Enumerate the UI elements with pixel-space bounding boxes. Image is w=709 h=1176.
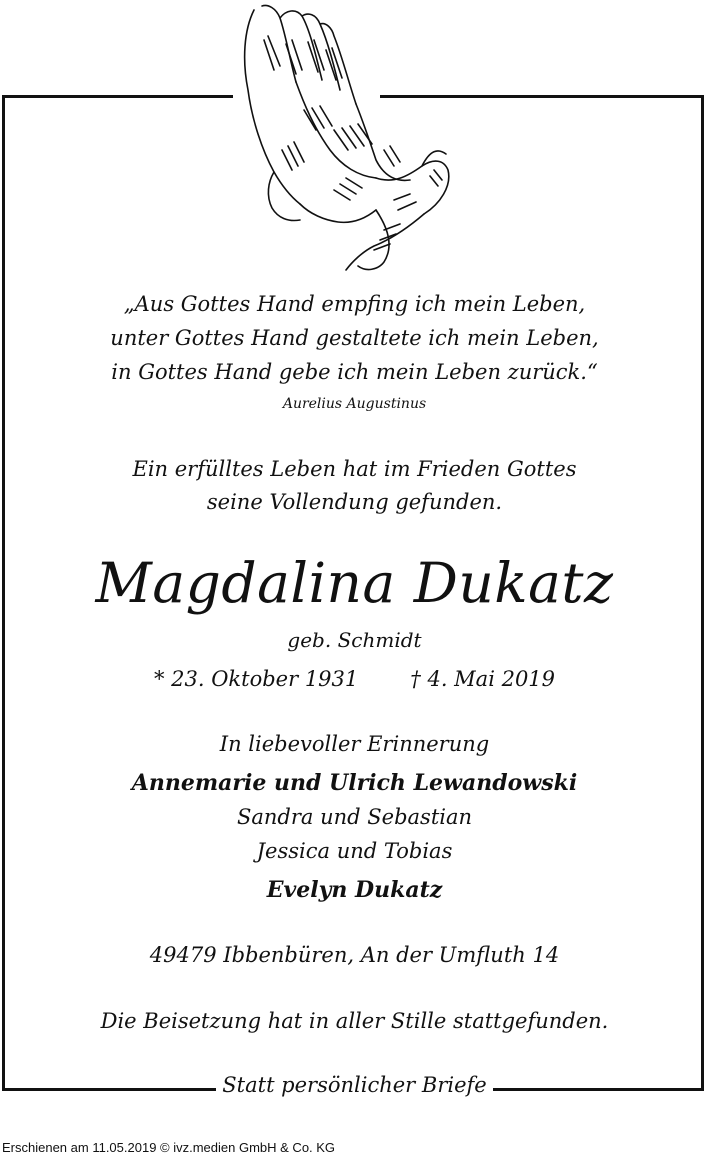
burial-note: Die Beisetzung hat in aller Stille stattgefunden. — [100, 1009, 609, 1033]
death-date: † 4. Mai 2019 — [410, 667, 556, 691]
maiden-name: geb. Schmidt — [287, 628, 422, 652]
mourner-family-2: Sandra und Sebastian — [236, 805, 473, 829]
praying-hands-icon — [234, 0, 464, 275]
quote-line-2: unter Gottes Hand gestaltete ich mein Leben, — [110, 326, 599, 350]
quote-line-3: in Gottes Hand gebe ich mein Leben zurück.“ — [111, 360, 598, 384]
poem-line-2: seine Vollendung gefunden. — [206, 490, 503, 514]
poem-line-1: Ein erfülltes Leben hat im Frieden Gottes — [132, 457, 577, 481]
address: 49479 Ibbenbüren, An der Umfluth 14 — [149, 943, 560, 967]
deceased-name: Magdalina Dukatz — [95, 551, 614, 615]
closing-note: Statt persönlicher Briefe — [222, 1073, 487, 1097]
mourner-family-4: Evelyn Dukatz — [266, 877, 443, 903]
mourner-family-1: Annemarie und Ulrich Lewandowski — [131, 770, 578, 796]
life-dates — [0, 667, 709, 691]
birth-date: * 23. Oktober 1931 — [153, 667, 359, 691]
publication-footer: Erschienen am 11.05.2019 © ivz.medien GmbH & Co. KG — [2, 1140, 336, 1155]
mourner-family-3: Jessica und Tobias — [256, 839, 453, 863]
memory-intro: In liebevoller Erinnerung — [219, 732, 490, 756]
quote-author: Aurelius Augustinus — [282, 396, 427, 412]
quote-line-1: „Aus Gottes Hand empfing ich mein Leben, — [123, 292, 586, 316]
